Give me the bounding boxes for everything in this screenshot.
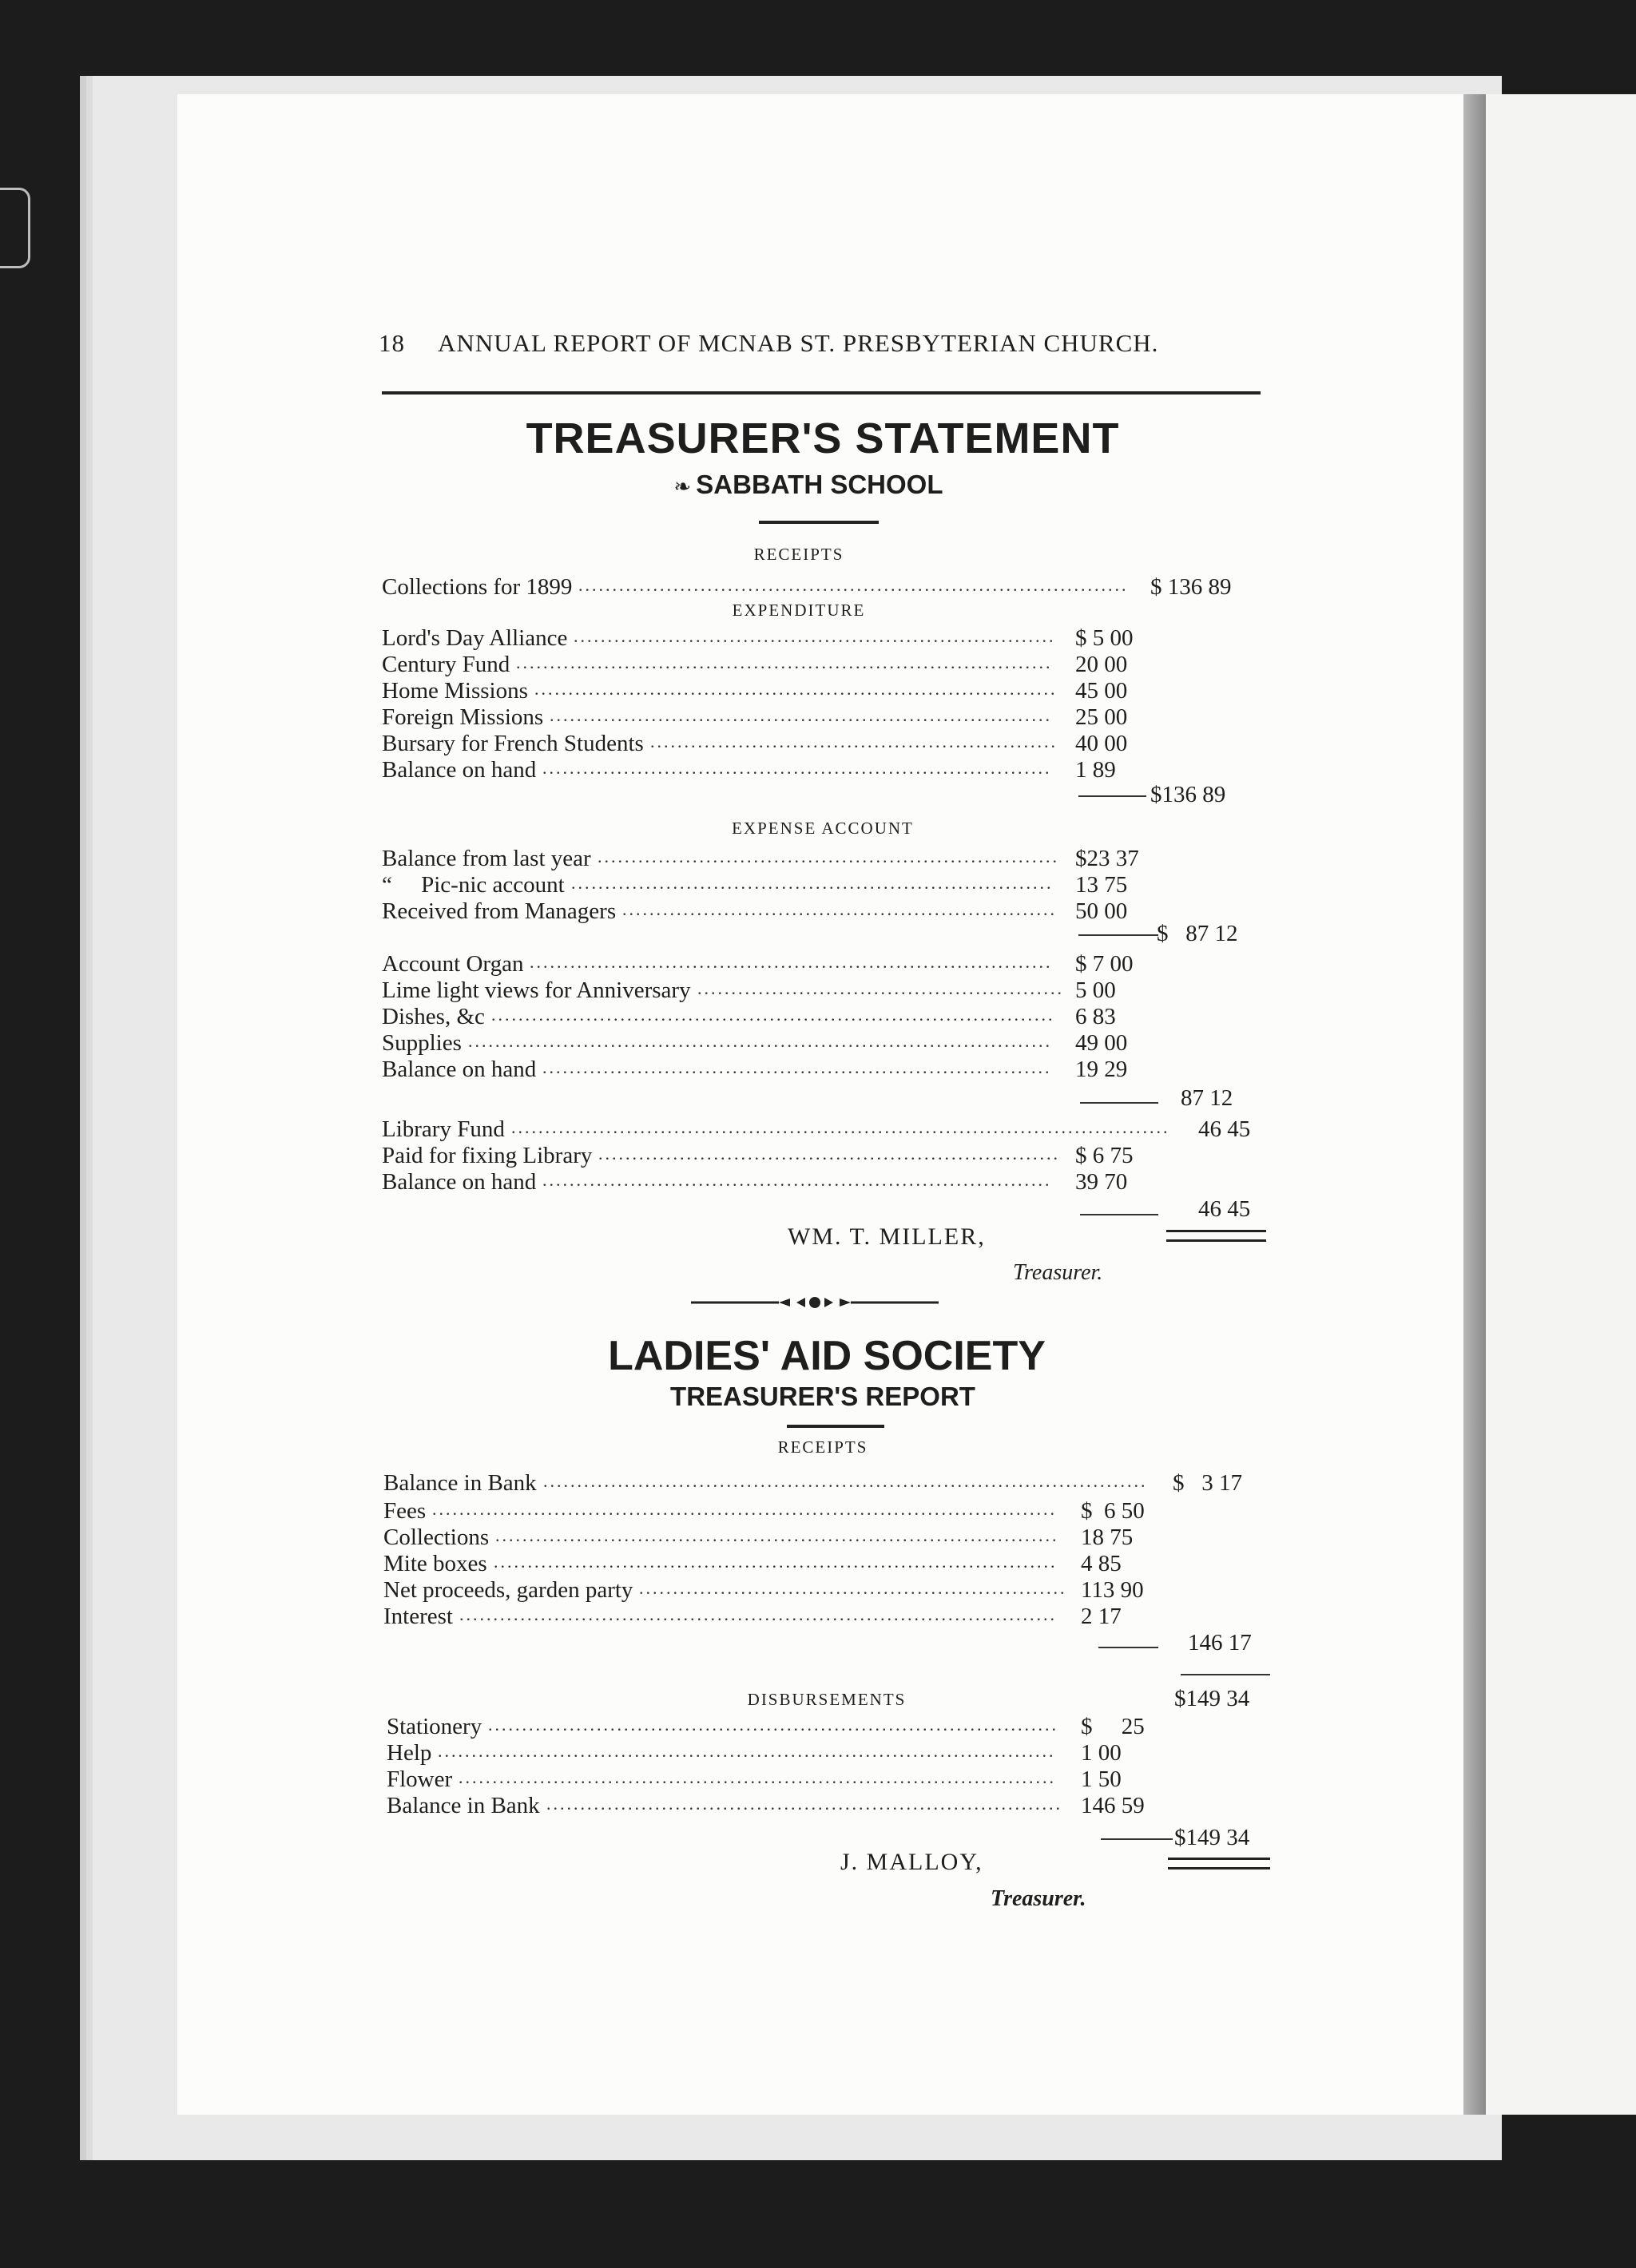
leader-dots: ............................................................................. xyxy=(534,679,1058,699)
ss-expense-receipts-total: $ 87 12 xyxy=(1157,921,1238,946)
ledger-row xyxy=(382,845,1181,872)
ss-expense-payments-total: 87 12 xyxy=(1181,1085,1233,1111)
ledger-row-amount: $23 37 xyxy=(1075,846,1139,871)
leader-dots: ...................................................... xyxy=(697,978,1064,998)
leader-dots: .................................................................................... xyxy=(488,1715,1058,1735)
leader-dots: ................................................................................... xyxy=(494,1552,1058,1572)
ledger-row xyxy=(382,704,1181,731)
ledger-row xyxy=(382,1029,1181,1057)
ledger-row-label: Collections for 1899 xyxy=(382,574,573,600)
ledger-row xyxy=(383,1576,1182,1604)
ledger-row xyxy=(382,1142,1181,1169)
la-grand-total: $149 34 xyxy=(1174,1686,1250,1711)
ledger-row-amount: 1 89 xyxy=(1075,757,1116,783)
leader-dots: ........................................................................................ xyxy=(459,1767,1056,1787)
page-number: 18 xyxy=(379,329,405,357)
ledger-row xyxy=(382,677,1181,704)
ledger-row-label: Received from Managers xyxy=(382,898,617,924)
library-fund-row xyxy=(382,1116,1269,1143)
ledger-row-amount: 146 59 xyxy=(1081,1793,1145,1818)
ledger-row-label: “ Pic-nic account xyxy=(382,872,565,898)
ledger-row-amount: 49 00 xyxy=(1075,1030,1128,1056)
la-treasurer-name: J. MALLOY, xyxy=(840,1849,983,1875)
sum-rule xyxy=(1080,1102,1158,1104)
la-balance-in-bank-label: Balance in Bank xyxy=(383,1470,537,1496)
ledger-row-label: Bursary for French Students xyxy=(382,731,644,756)
library-total-row xyxy=(1174,1195,1278,1223)
ledger-row-amount: 20 00 xyxy=(1075,652,1128,677)
ledger-row-amount: 1 00 xyxy=(1081,1740,1122,1766)
leader-dots: ............................................................... xyxy=(639,1578,1067,1598)
ledger-row-label: Paid for fixing Library xyxy=(382,1143,593,1168)
ledger-row xyxy=(383,1524,1182,1551)
ledger-row-amount: $ 136 89 xyxy=(1150,574,1232,600)
ink-blot-icon: ❧ xyxy=(673,474,692,498)
la-receipts-subtotal-row xyxy=(1174,1629,1286,1656)
ledger-row-amount: 4 85 xyxy=(1081,1551,1122,1576)
sum-dash xyxy=(1101,1838,1173,1840)
leader-dots: ...................................................................................... xyxy=(468,1031,1052,1051)
expense-account-heading: EXPENSE ACCOUNT xyxy=(732,819,914,838)
sum-dash xyxy=(1078,795,1146,797)
leader-dots: ........................................................................... xyxy=(542,1170,1052,1190)
total-double-rule xyxy=(1166,1230,1266,1242)
disbursements-heading: DISBURSEMENTS xyxy=(747,1690,907,1709)
ledger-row-label: Stationery xyxy=(387,1714,482,1739)
title-rule xyxy=(759,521,879,524)
leader-dots: ................................................................................... xyxy=(495,1525,1059,1545)
leader-dots: ............................................................ xyxy=(650,732,1058,751)
ss-treasurer-title: Treasurer. xyxy=(1013,1260,1103,1285)
ledger-row-label: Balance on hand xyxy=(382,1057,537,1082)
ledger-row-label: Mite boxes xyxy=(383,1551,487,1576)
ledger-row-amount: $ 6 50 xyxy=(1081,1498,1145,1524)
la-receipts-subtotal: 146 17 xyxy=(1188,1630,1252,1655)
sum-rule xyxy=(1098,1647,1158,1648)
ladies-aid-subtitle: TREASURER'S REPORT xyxy=(670,1382,975,1411)
ledger-row xyxy=(383,1497,1182,1525)
ledger-row xyxy=(387,1792,1185,1819)
title-rule xyxy=(787,1425,884,1428)
ledger-row xyxy=(387,1766,1185,1793)
ledger-row-label: Century Fund xyxy=(382,652,510,677)
ledger-row-amount: 113 90 xyxy=(1081,1577,1144,1603)
leader-dots: ............................................................................................ xyxy=(432,1499,1057,1519)
receipts-heading: RECEIPTS xyxy=(753,545,844,564)
ledger-row-label: Lord's Day Alliance xyxy=(382,625,568,651)
ledger-row-amount: 18 75 xyxy=(1081,1525,1134,1550)
ledger-row-label: Balance from last year xyxy=(382,846,591,871)
ledger-row xyxy=(382,1168,1181,1195)
sabbath-school-subtitle-text: SABBATH SCHOOL xyxy=(696,470,943,499)
sum-rule xyxy=(1080,1214,1158,1215)
header-rule xyxy=(382,391,1261,395)
ledger-row-label: Balance on hand xyxy=(382,1169,537,1195)
ledger-row-amount: 5 00 xyxy=(1075,977,1116,1003)
la-balance-in-bank-row xyxy=(383,1469,1278,1497)
ledger-row-amount: 45 00 xyxy=(1075,678,1128,704)
sabbath-school-subtitle xyxy=(673,470,943,500)
leader-dots: ................................................................................... xyxy=(491,1005,1055,1025)
ledger-row-amount: 50 00 xyxy=(1075,898,1128,924)
ledger-row-label: Foreign Missions xyxy=(382,704,544,730)
la-balance-in-bank-amount: $ 3 17 xyxy=(1173,1470,1242,1496)
total-double-rule xyxy=(1168,1858,1270,1870)
leader-dots: ................................................................ xyxy=(622,899,1057,919)
ss-treasurer-name: WM. T. MILLER, xyxy=(788,1223,986,1250)
ledger-row xyxy=(382,1056,1181,1083)
ledger-row xyxy=(382,1003,1181,1030)
library-fund-amount: 46 45 xyxy=(1198,1116,1251,1142)
ss-expenditure-total: $136 89 xyxy=(1150,782,1226,807)
ladies-aid-title: LADIES' AID SOCIETY xyxy=(608,1333,1046,1379)
ss-expense-receipts-total-row xyxy=(1070,920,1270,947)
ledger-row-label: Balance in Bank xyxy=(387,1793,540,1818)
ledger-row-amount: $ 5 00 xyxy=(1075,625,1134,651)
ledger-row xyxy=(382,573,1269,601)
ledger-row xyxy=(387,1739,1185,1766)
library-total: 46 45 xyxy=(1198,1196,1251,1222)
ledger-row-label: Collections xyxy=(383,1525,490,1550)
ledger-row-amount: 13 75 xyxy=(1075,872,1128,898)
ledger-row-label: Balance on hand xyxy=(382,757,537,783)
running-head xyxy=(379,329,1158,358)
ledger-row xyxy=(382,898,1181,925)
ledger-row-amount: 25 00 xyxy=(1075,704,1128,730)
ledger-row-label: Fees xyxy=(383,1498,427,1524)
ledger-row-label: Net proceeds, garden party xyxy=(383,1577,633,1603)
leader-dots: .................................................................... xyxy=(598,1144,1060,1164)
la-receipts-heading: RECEIPTS xyxy=(777,1437,868,1457)
ledger-row-label: Supplies xyxy=(382,1030,462,1056)
treasurers-statement-title: TREASURER'S STATEMENT xyxy=(526,414,1120,462)
la-grand-total-row xyxy=(1174,1685,1286,1712)
leader-dots: ....................................................................... xyxy=(571,873,1054,893)
ledger-row-amount: 39 70 xyxy=(1075,1169,1128,1195)
ledger-row-amount: $ 7 00 xyxy=(1075,951,1134,977)
ledger-row xyxy=(382,730,1181,757)
ledger-row xyxy=(387,1713,1185,1740)
library-fund-label: Library Fund xyxy=(382,1116,505,1142)
la-treasurer-title: Treasurer. xyxy=(991,1886,1086,1911)
ledger-row xyxy=(382,950,1181,977)
la-disbursements-total: $149 34 xyxy=(1174,1825,1250,1850)
leader-dots: ................................................................................. xyxy=(578,575,1129,595)
la-disbursements-total-row xyxy=(1094,1824,1286,1851)
ss-expenditure-total-row xyxy=(1070,781,1270,808)
ledger-row-amount: 2 17 xyxy=(1081,1604,1122,1629)
ledger-row xyxy=(382,624,1181,652)
ledger-row-label: Interest xyxy=(383,1604,453,1629)
ledger-row-amount: $ 6 75 xyxy=(1075,1143,1134,1168)
ledger-row-label: Help xyxy=(387,1740,432,1766)
ledger-row-amount: 1 50 xyxy=(1081,1766,1122,1792)
sum-dash xyxy=(1078,934,1158,936)
leader-dots: ............................................................................. xyxy=(530,952,1053,972)
ledger-row xyxy=(382,977,1181,1004)
ledger-row-label: Flower xyxy=(387,1766,453,1792)
ledger-row xyxy=(382,756,1181,783)
leader-dots: ........................................................................................... xyxy=(438,1741,1056,1761)
leader-dots: ................................................................................................. xyxy=(511,1117,1170,1137)
ornament-divider xyxy=(691,1291,939,1314)
ledger-row-amount: 40 00 xyxy=(1075,731,1128,756)
leader-dots: ........................................................................... xyxy=(542,1057,1052,1077)
leader-dots: ........................................................................... xyxy=(542,758,1052,778)
leader-dots: ......................................................................................... xyxy=(543,1471,1148,1491)
ledger-row xyxy=(383,1603,1182,1630)
running-head-title: ANNUAL REPORT OF MCNAB ST. PRESBYTERIAN CHURCH. xyxy=(438,329,1159,357)
ledger-row-label: Dishes, &c xyxy=(382,1004,485,1029)
ledger-row-amount: 19 29 xyxy=(1075,1057,1128,1082)
ledger-row-amount: 6 83 xyxy=(1075,1004,1116,1029)
leader-dots: ............................................................................ xyxy=(546,1794,1062,1814)
ledger-row-label: Account Organ xyxy=(382,951,524,977)
sum-rule xyxy=(1181,1674,1270,1675)
leader-dots: .................................................................... xyxy=(598,847,1059,866)
ss-expense-payments-total-row xyxy=(1174,1084,1278,1112)
leader-dots: ....................................................................... xyxy=(574,626,1056,646)
ledger-row xyxy=(382,871,1181,898)
ledger-row xyxy=(383,1550,1182,1577)
leader-dots: .......................................................................... xyxy=(550,705,1052,725)
leader-dots: ........................................................................................ xyxy=(459,1604,1057,1624)
ledger-row-amount: $ 25 xyxy=(1081,1714,1145,1739)
leader-dots: ............................................................................... xyxy=(516,652,1053,672)
ledger-row-label: Lime light views for Anniversary xyxy=(382,977,691,1003)
expenditure-heading: EXPENDITURE xyxy=(732,601,866,620)
ledger-row xyxy=(382,651,1181,678)
ledger-row-label: Home Missions xyxy=(382,678,528,704)
